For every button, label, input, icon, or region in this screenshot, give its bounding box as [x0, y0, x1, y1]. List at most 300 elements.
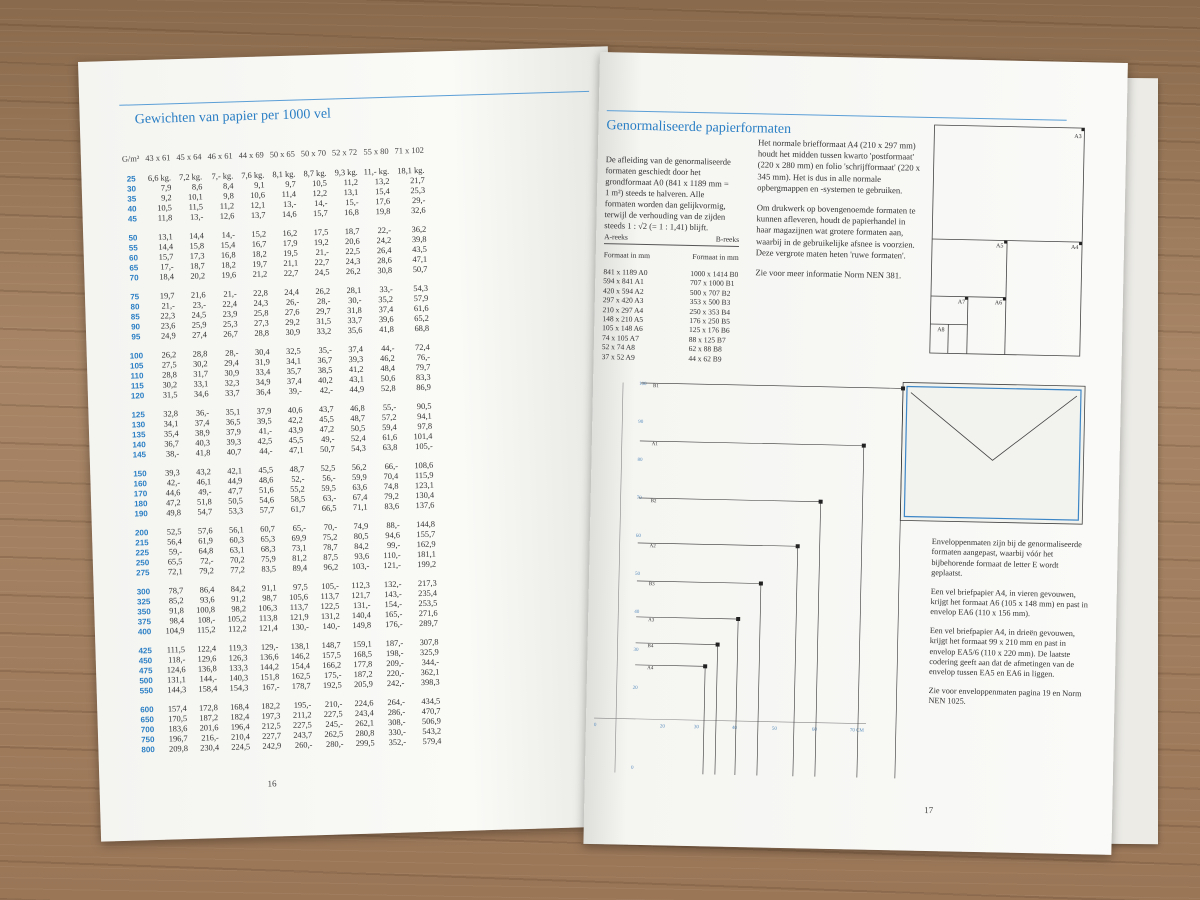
- weight-cell: 70,-: [323, 522, 338, 532]
- weight-cell: 86,9: [416, 382, 432, 393]
- weight-cell: 19,5: [283, 248, 298, 258]
- weight-cell: 83,5: [261, 564, 277, 574]
- corner-marker: [862, 444, 866, 448]
- weight-cell: 144,3: [167, 685, 187, 695]
- weight-cell: 27,4: [192, 330, 207, 340]
- weight-cell: 57,7: [259, 505, 275, 515]
- weight-cell: 59,-: [168, 547, 183, 557]
- weight-cell: 28,8: [192, 349, 208, 359]
- weight-cell: 103,-: [351, 561, 370, 572]
- weight-cell: 118,-: [168, 655, 186, 665]
- weight-cell: 245,-: [325, 719, 344, 729]
- weight-cell: 43,9: [288, 425, 304, 435]
- weight-cell: 100,8: [195, 605, 216, 615]
- weight-cell: 18,1 kg.: [397, 165, 425, 176]
- weight-cell: 72,1: [167, 567, 183, 577]
- header-size: 71 x 102: [394, 145, 425, 156]
- weight-cell: 99,-: [386, 540, 401, 551]
- x-tick-label: 30: [693, 725, 699, 731]
- a-series-row: [602, 352, 646, 362]
- weight-cell: 15,4: [220, 240, 236, 250]
- weight-cell: 65,3: [260, 534, 276, 544]
- weight-cell: 12,1: [250, 200, 266, 210]
- title-rule: [119, 91, 589, 106]
- weight-cell: 9,8: [223, 191, 234, 201]
- format-size: 1000 x 1414: [690, 268, 728, 279]
- weight-cell: 63,1: [229, 545, 245, 555]
- weight-cell: 307,8: [419, 637, 439, 648]
- gsm-cell: 215: [135, 538, 149, 548]
- format-rect-label: A1: [651, 442, 658, 448]
- weight-cell: 33,7: [224, 388, 240, 398]
- weight-cell: 12,2: [312, 188, 328, 199]
- weight-cell: 192,5: [322, 680, 342, 691]
- weight-cell: 162,9: [416, 539, 436, 550]
- weight-cell: 140,4: [351, 610, 371, 621]
- weight-cell: 242,9: [262, 741, 282, 751]
- x-tick-label: 40: [731, 725, 737, 732]
- weight-cell: 198,-: [385, 648, 404, 659]
- weight-cell: 56,-: [322, 473, 336, 483]
- weight-cell: 55,2: [290, 484, 305, 494]
- format-code: A9: [625, 352, 635, 362]
- b-series-label: B-reeks: [715, 234, 740, 244]
- weight-cell: 158,4: [198, 684, 218, 694]
- weight-cell: 33,1: [193, 379, 209, 389]
- format-rect-label: A2: [649, 544, 656, 550]
- weight-cell: 187,-: [385, 638, 404, 649]
- gsm-cell: 115: [130, 381, 144, 391]
- weight-cell: 85,2: [168, 596, 184, 606]
- format-size: 62 x 88: [688, 344, 712, 354]
- weight-cell: 209,8: [168, 744, 189, 754]
- weight-cell: 63,8: [382, 442, 398, 453]
- weight-cell: 47,7: [227, 486, 243, 496]
- weight-cell: 26,2: [315, 286, 331, 297]
- weight-cell: 89,4: [292, 563, 308, 573]
- gsm-cell: 85: [130, 312, 140, 322]
- weight-cell: 13,7: [250, 210, 266, 220]
- weight-cell: 131,-: [352, 600, 371, 611]
- weight-cell: 73,1: [291, 543, 307, 553]
- paragraph: Het normale briefformaat A4 (210 x 297 mm) houdt het midden tussen kwarto 'postformaat' (220 x 280 mm) en folio 'schrijfformaat' (220 x 345 mm). Het is dus in alle normale opbergmappen en -systemen te gebruiken.: [757, 137, 921, 196]
- weight-cell: 212,5: [261, 721, 281, 731]
- weight-cell: 66,-: [384, 461, 399, 472]
- weight-cell: 211,2: [292, 710, 312, 720]
- format-size: 210 x 297: [602, 304, 633, 315]
- weight-cell: 14,-: [314, 198, 328, 209]
- weight-cell: 172,8: [198, 703, 219, 713]
- a-series-list: [602, 267, 648, 362]
- weight-cell: 51,8: [196, 497, 212, 507]
- format-code: B4: [721, 307, 731, 317]
- weight-cell: 39,-: [288, 386, 303, 396]
- weight-cell: 154,3: [229, 683, 249, 693]
- weight-cell: 7,6 kg.: [241, 170, 265, 181]
- weight-cell: 22,5: [345, 246, 361, 257]
- weight-cell: 16,8: [220, 250, 236, 260]
- weight-cell: 50,5: [228, 496, 244, 506]
- gsm-cell: 650: [140, 715, 155, 725]
- paragraph: Om drukwerk op bovengenoemde formaten te kunnen afleveren, houdt de papierhandel in haar magazijnen wat grotere formaten aan, waarbij in de gebruikelijke afsnee is voorzien. Deze vergrote maten heten 'ruwe formaten'.: [755, 202, 916, 261]
- weight-cell: 12,6: [219, 211, 235, 221]
- weight-cell: 9,2: [161, 193, 172, 203]
- weight-cell: 94,6: [385, 530, 401, 541]
- weight-cell: 46,8: [349, 403, 365, 414]
- y-tick-label: 80: [637, 457, 643, 463]
- format-code: B7: [716, 335, 726, 345]
- nested-label: A8: [937, 327, 945, 334]
- format-size: 37 x 52: [601, 351, 625, 362]
- weight-cell: 44,-: [259, 446, 273, 456]
- header-size: 55 x 80: [363, 146, 389, 157]
- weight-cell: 32,3: [224, 378, 240, 388]
- weight-cell: 21,2: [252, 269, 268, 279]
- weight-cell: 78,7: [322, 542, 338, 552]
- weight-cell: 325,9: [419, 647, 439, 658]
- weight-cell: 45,5: [319, 414, 334, 424]
- weight-cell: 52,-: [291, 474, 305, 484]
- weight-cell: 175,-: [323, 670, 342, 680]
- weight-cell: 21,-: [315, 247, 330, 258]
- format-rect-label: B3: [648, 582, 655, 588]
- weight-cell: 264,-: [387, 697, 406, 708]
- weight-cell: 48,6: [258, 475, 274, 485]
- weight-cell: 121,4: [258, 623, 278, 633]
- weight-cell: 30,2: [162, 380, 178, 390]
- weight-cell: 7,2 kg.: [178, 172, 203, 183]
- weight-cell: 47,2: [165, 498, 181, 508]
- weight-cell: 13,-: [189, 212, 204, 222]
- weight-cell: 122,4: [197, 644, 217, 654]
- format-rect: [630, 495, 821, 777]
- format-size: 841 x 1189: [603, 267, 637, 277]
- weight-cell: 59,5: [321, 483, 337, 493]
- left-page-title: Gewichten van papier per 1000 vel: [134, 106, 332, 128]
- weight-cell: 33,-: [379, 284, 393, 295]
- gsm-cell: 60: [128, 253, 139, 263]
- weight-cell: 52,8: [380, 383, 396, 394]
- weight-cell: 45,5: [288, 435, 304, 445]
- weight-cell: 227,5: [292, 720, 312, 730]
- gsm-cell: 325: [136, 597, 151, 607]
- weight-cell: 330,-: [388, 727, 406, 738]
- weight-cell: 299,5: [355, 738, 375, 749]
- weight-cell: 10,6: [250, 190, 266, 200]
- weight-cell: 17,5: [313, 227, 329, 238]
- weight-cell: 79,2: [384, 491, 399, 502]
- weight-cell: 106,3: [258, 603, 278, 613]
- weight-cell: 61,7: [290, 504, 306, 514]
- weight-cell: 28,-: [316, 296, 331, 307]
- weight-cell: 54,7: [197, 507, 213, 517]
- weight-cell: 17,9: [282, 238, 298, 249]
- weight-cell: 40,6: [287, 405, 303, 415]
- weight-cell: 11,5: [188, 202, 204, 212]
- weight-cell: 13,-: [282, 199, 297, 209]
- weight-cell: 166,2: [322, 660, 342, 671]
- weight-cell: 38,5: [317, 365, 333, 376]
- weight-cell: 84,2: [230, 584, 246, 594]
- weight-cell: 10,5: [312, 178, 327, 189]
- weight-cell: 31,9: [255, 357, 271, 367]
- weight-cell: 149,8: [352, 620, 372, 631]
- weight-cell: 28,1: [346, 285, 362, 296]
- weight-cell: 154,4: [291, 661, 311, 671]
- weight-cell: 28,-: [225, 348, 239, 358]
- intro-text: De afleiding van de genormaliseerde formaten geschiedt door het grondformaat A0 (841 x 1189 mm = 1 m²) steeds te halveren. Alle formaten worden dan gelijkvormig, terwijl de verhouding van de zijden steeds 1 : √2 (= 1 : 1,41) blijft.: [604, 154, 731, 233]
- weight-cell: 42,5: [257, 436, 273, 446]
- format-size: 250 x 353: [689, 306, 720, 317]
- weight-cell: 79,7: [415, 362, 431, 373]
- weight-cell: 183,6: [168, 724, 188, 734]
- right-page-title: Genormaliseerde papierformaten: [606, 118, 792, 138]
- format-code: B1: [725, 279, 735, 289]
- weight-cell: 65,5: [167, 557, 183, 567]
- weight-cell: 47,2: [319, 424, 335, 434]
- weight-cell: 121,9: [289, 612, 309, 622]
- weight-cell: 33,2: [316, 326, 332, 337]
- weight-cell: 10,5: [157, 203, 173, 213]
- weight-cell: 34,6: [193, 389, 209, 399]
- weight-cell: 97,5: [292, 582, 308, 592]
- format-code: B9: [712, 354, 722, 364]
- weight-cell: 11,- kg.: [363, 166, 390, 177]
- weight-cell: 39,3: [348, 354, 364, 365]
- weight-cell: 209,-: [386, 658, 404, 669]
- weight-cell: 24,5: [314, 267, 330, 278]
- weight-cell: 19,7: [159, 291, 175, 301]
- weight-cell: 38,9: [194, 428, 210, 438]
- weight-cell: 434,5: [421, 696, 441, 707]
- weight-cell: 24,9: [160, 331, 176, 341]
- format-code: B8: [712, 344, 722, 354]
- weight-cell: 88,-: [386, 520, 400, 531]
- weight-cell: 21,-: [223, 289, 237, 299]
- weight-cell: 31,7: [193, 369, 209, 379]
- weight-cell: 43,7: [318, 404, 334, 415]
- gsm-cell: 180: [134, 499, 148, 509]
- weight-cell: 122,5: [320, 601, 340, 612]
- weight-cell: 14,4: [189, 231, 205, 241]
- gsm-cell: 130: [131, 420, 146, 430]
- weight-cell: 205,9: [353, 679, 373, 690]
- nested-label: A3: [1074, 133, 1082, 141]
- weight-cell: 36,7: [317, 355, 333, 366]
- weight-cell: 66,5: [321, 503, 337, 513]
- weight-cell: 140,3: [229, 673, 249, 683]
- weight-cell: 31,5: [316, 316, 332, 327]
- weight-cell: 17,6: [375, 196, 391, 207]
- weight-cell: 74,9: [353, 521, 369, 532]
- weight-cell: 22,4: [222, 299, 238, 309]
- weight-cell: 69,9: [291, 533, 307, 543]
- header-size: 44 x 69: [238, 150, 264, 161]
- weight-cell: 42,-: [319, 385, 334, 395]
- weight-cell: 37,9: [226, 427, 241, 437]
- format-code: A6: [633, 324, 643, 334]
- weight-cell: 36,5: [225, 417, 241, 427]
- format-code: B0: [729, 269, 739, 279]
- weight-cell: 45,5: [258, 465, 274, 475]
- gsm-cell: 450: [138, 656, 153, 666]
- weight-cell: 18,2: [221, 260, 237, 270]
- gsm-cell: 300: [136, 587, 151, 597]
- weight-cell: 39,6: [378, 314, 394, 325]
- weight-cell: 151,8: [260, 672, 280, 682]
- weight-cell: 242,-: [386, 678, 405, 689]
- weight-cell: 144,8: [416, 519, 436, 530]
- weight-cell: 55,-: [382, 402, 397, 413]
- nested-label: A4: [1070, 244, 1079, 252]
- weight-cell: 111,5: [166, 645, 186, 655]
- gsm-cell: 700: [140, 725, 155, 735]
- corner-marker: [796, 544, 800, 548]
- weight-cell: 470,7: [421, 706, 441, 717]
- format-code: A0: [638, 267, 648, 278]
- weight-cell: 32,8: [163, 409, 179, 419]
- weight-cell: 124,6: [166, 665, 186, 675]
- weight-cell: 136,8: [197, 664, 217, 674]
- weight-cell: 81,2: [292, 553, 307, 563]
- gsm-cell: 90: [131, 322, 141, 332]
- weight-cell: 37,4: [348, 344, 364, 355]
- nested-label: A5: [995, 243, 1004, 250]
- weight-cell: 235,4: [418, 588, 438, 599]
- weight-cell: 43,5: [412, 244, 427, 255]
- weight-cell: 126,3: [228, 653, 248, 663]
- weight-cell: 182,2: [261, 701, 281, 711]
- weight-cell: 15,2: [251, 229, 267, 239]
- weight-cell: 35,1: [225, 407, 241, 417]
- weight-cell: 75,9: [260, 554, 276, 564]
- gsm-cell: 475: [138, 666, 153, 676]
- weight-cell: 63,-: [322, 493, 337, 503]
- corner-marker: [716, 643, 720, 647]
- format-code: A5: [633, 314, 644, 324]
- weight-cell: 91,1: [261, 583, 277, 593]
- weight-cell: 104,9: [165, 626, 185, 636]
- weight-cell: 15,7: [312, 208, 328, 219]
- y-tick-label: 70: [636, 495, 642, 501]
- weight-cell: 94,1: [416, 411, 432, 422]
- corner-marker: [759, 581, 763, 585]
- format-rect-label: B1: [652, 384, 659, 390]
- weight-cell: 178,7: [291, 681, 311, 691]
- gsm-cell: 145: [132, 450, 147, 460]
- weight-cell: 14,4: [158, 242, 174, 252]
- format-rect: [630, 441, 864, 778]
- weight-cell: 26,7: [223, 329, 239, 339]
- weight-cell: 23,-: [192, 300, 207, 310]
- weight-cell: 9,1: [254, 180, 265, 190]
- weight-cell: 129,-: [260, 642, 279, 652]
- weight-cell: 110,-: [383, 550, 401, 561]
- weight-cell: 162,5: [291, 671, 311, 681]
- weight-cell: 46,1: [196, 477, 212, 487]
- weight-cell: 61,6: [382, 432, 398, 443]
- weight-cell: 67,4: [352, 492, 368, 503]
- weight-cell: 71,1: [352, 502, 368, 513]
- paragraph: Enveloppenmaten zijn bij de genormaliseerde formaten aangepast, waarbij vóór het bijbehorende formaat de letter E wordt geplaatst.: [931, 537, 1082, 578]
- weight-cell: 39,5: [256, 416, 272, 426]
- weight-cell: 243,7: [293, 730, 313, 740]
- weight-cell: 15,4: [374, 186, 390, 197]
- weight-cell: 49,8: [166, 508, 182, 518]
- x-tick-label: 70 CM: [849, 728, 864, 734]
- weight-cell: 177,8: [353, 659, 373, 670]
- weight-cell: 18,7: [344, 226, 360, 237]
- format-size: 500 x 707: [689, 287, 720, 298]
- weight-cell: 15,7: [158, 252, 174, 262]
- weight-cell: 26,-: [285, 297, 300, 307]
- weight-cell: 165,-: [384, 609, 403, 620]
- gsm-cell: 225: [135, 548, 150, 558]
- format-rect-label: B2: [650, 499, 657, 505]
- weight-cell: 8,6: [191, 182, 203, 192]
- weight-cell: 30,8: [377, 265, 393, 276]
- corner-marker: [901, 386, 905, 390]
- gsm-cell: 30: [126, 184, 137, 194]
- weight-cell: 33,4: [255, 367, 271, 377]
- weight-cell: 130,-: [291, 622, 310, 632]
- format-size: 148 x 210: [602, 314, 633, 324]
- weight-cell: 121,7: [351, 590, 371, 601]
- weight-cell: 24,2: [376, 235, 392, 246]
- weight-cell: 11,2: [219, 201, 235, 211]
- weight-cell: 8,1 kg.: [272, 169, 296, 180]
- weight-cell: 42,1: [227, 466, 243, 476]
- gsm-cell: 350: [137, 607, 151, 617]
- weight-cell: 41,2: [348, 364, 364, 375]
- weight-cell: 9,7: [285, 179, 296, 189]
- weight-cell: 40,2: [317, 375, 333, 386]
- nested-format-diagram: [930, 125, 1091, 360]
- weight-cell: 74,8: [383, 481, 399, 492]
- weight-cell: 201,6: [199, 723, 219, 733]
- weight-cell: 101,4: [413, 431, 433, 442]
- nested-label: A6: [994, 300, 1003, 307]
- weight-cell: 30,9: [224, 368, 240, 378]
- weight-cell: 50,7: [412, 264, 428, 275]
- corner-marker: [703, 664, 707, 668]
- weight-cell: 41,8: [379, 324, 394, 335]
- format-comparison-chart: [593, 382, 876, 788]
- x-tick-group: [594, 723, 865, 734]
- corner-marker: [736, 617, 740, 621]
- gsm-cell: 50: [128, 233, 138, 243]
- weight-cell: 15,8: [189, 241, 205, 251]
- weight-cell: 112,3: [351, 580, 371, 591]
- x-tick-label: 20: [659, 724, 665, 730]
- weight-cell: 40,7: [226, 447, 242, 457]
- weight-cell: 26,2: [345, 266, 361, 277]
- weight-cell: 93,6: [354, 551, 370, 562]
- format-code: B3: [721, 297, 731, 308]
- weight-cell: 31,5: [162, 390, 178, 400]
- weight-cell: 30,-: [348, 295, 362, 306]
- weight-cell: 27,3: [253, 318, 269, 328]
- gsm-cell: 135: [131, 430, 146, 440]
- weight-cell: 63,6: [352, 482, 368, 493]
- weight-cell: 50,7: [319, 444, 335, 454]
- gsm-cell: 65: [129, 263, 139, 273]
- gsm-cell: 140: [132, 440, 146, 450]
- weight-cell: 113,8: [258, 613, 278, 623]
- header-size: 43 x 61: [145, 153, 171, 164]
- weight-cell: 39,3: [164, 468, 180, 478]
- format-size: 594 x 841: [603, 276, 634, 287]
